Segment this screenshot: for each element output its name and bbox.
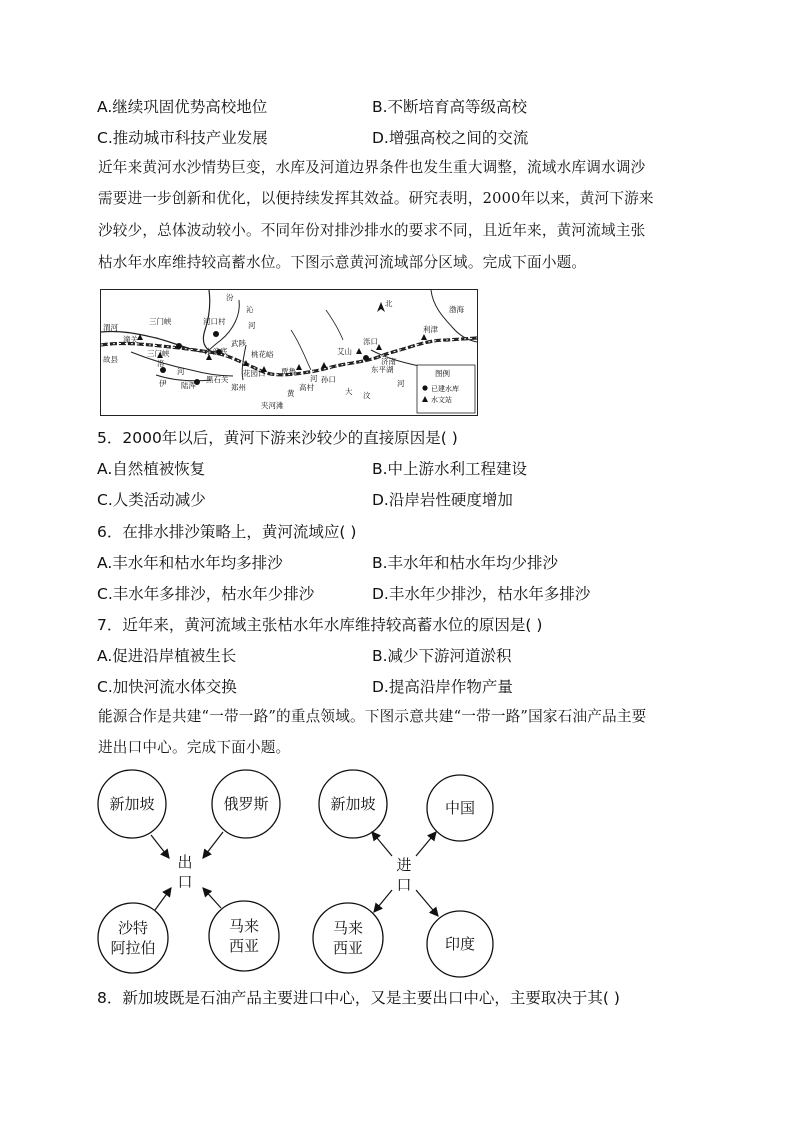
label-wen: 汶: [363, 391, 371, 400]
label-gushi: 故县: [103, 355, 118, 364]
label-luokou: 泺口: [363, 337, 378, 346]
export-arrow-1: [151, 835, 169, 858]
q6-option-b: B.丰水年和枯水年均少排沙: [372, 554, 559, 572]
passage1-line-1: 近年来黄河水沙情势巨变，水库及河道边界条件也发生重大调整，流域水库调水调沙: [98, 159, 646, 176]
label-gaocun: 高村: [299, 383, 314, 392]
passage1-line-4: 枯水年水库维持较高蓄水位。下图示意黄河流域部分区域。完成下面小题。: [98, 254, 587, 271]
station-sunkou: [321, 362, 327, 368]
label-yi: 伊: [159, 379, 167, 388]
export-label-saudi-2: 阿拉伯: [110, 939, 156, 957]
q6-option-d: D.丰水年少排沙，枯水年多排沙: [372, 585, 591, 603]
q5-option-a: A.自然植被恢复: [97, 460, 206, 478]
import-label-china: 中国: [444, 799, 476, 817]
label-da: 大: [345, 387, 353, 396]
label-dongpinghu: 东平湖: [371, 365, 394, 374]
prev-option-a: A.继续巩固优势高校地位: [97, 98, 268, 116]
station-gaocun: [296, 364, 302, 370]
prev-option-b: B.不断培育高等级高校: [372, 98, 528, 116]
legend-reservoir-icon: [422, 385, 427, 390]
q7-option-d: D.提高沿岸作物产量: [372, 678, 513, 696]
label-jiahetan: 夹河滩: [261, 401, 284, 410]
q6-stem: 6．在排水排沙策略上，黄河流域应( ): [97, 523, 357, 541]
coastline: [431, 290, 477, 342]
station-lijin: [421, 334, 427, 340]
legend-station-label: 水文站: [431, 396, 452, 404]
label-north: 北: [385, 299, 393, 308]
label-taohuayu: 桃花峪: [251, 350, 274, 359]
passage1-line-3: 沙较少，总体波动较小。不同年份对排沙排水的要求不同，且近年来，黄河流域主张: [98, 222, 646, 239]
import-arrow-4: [416, 890, 438, 916]
prev-option-c: C.推动城市科技产业发展: [97, 129, 268, 147]
north-arrow: [377, 302, 385, 312]
label-luo: 洛: [157, 359, 165, 368]
label-fen: 汾: [226, 293, 234, 302]
reservoir-sanmenxia: [176, 343, 182, 349]
reservoir-hekoucun: [213, 331, 219, 337]
import-diagram: [312, 768, 512, 983]
station-aishan: [356, 348, 362, 354]
label-huayuankou: 花园口: [243, 369, 266, 378]
legend-title: 图例: [435, 369, 450, 378]
import-label-singapore: 新加坡: [330, 795, 376, 813]
import-center-1: 进: [396, 856, 412, 874]
q7-option-c: C.加快河流水体交换: [97, 678, 237, 696]
label-aishan: 艾山: [337, 347, 352, 356]
import-label-india: 印度: [444, 935, 476, 953]
export-diagram: [95, 768, 295, 983]
export-center-1: 出: [177, 853, 193, 871]
passage2-line-1: 能源合作是共建“一带一路”的重点领域。下图示意共建“一带一路”国家石油产品主要: [98, 708, 647, 725]
legend-reservoir-label: 已建水库: [431, 385, 459, 393]
label-hekoucun: 河口村: [203, 317, 226, 326]
label-sanmenxia-up: 三门峡: [149, 317, 172, 326]
north-tributary: [326, 310, 343, 340]
label-he1: 河: [248, 321, 256, 330]
label-tongguan: 潼关: [123, 335, 138, 344]
passage1-line-2: 需要进一步创新和优化，以便持续发挥其效益。研究表明，2000年以来，黄河下游来: [98, 190, 654, 207]
import-arrow-1: [372, 832, 392, 856]
label-wuzhi: 武陟: [231, 339, 246, 348]
export-center-2: 口: [177, 873, 193, 891]
label-he3: 河: [310, 374, 318, 383]
label-weihe: 渭河: [103, 323, 118, 332]
import-node-malaysia: [313, 903, 383, 973]
import-arrow-2: [416, 832, 436, 856]
export-node-saudi: [98, 903, 168, 973]
label-heishiguan: 黑石关: [206, 375, 229, 384]
import-center-2: 口: [396, 876, 412, 894]
import-label-malaysia-1: 马来: [332, 919, 364, 937]
prev-option-d: D.增强高校之间的交流: [372, 129, 529, 147]
export-label-malaysia-2: 西亚: [228, 937, 260, 955]
import-arrow-3: [374, 890, 392, 912]
label-sanmenxia: 三门峡: [147, 349, 170, 358]
label-sunkou: 孙口: [321, 375, 336, 384]
q6-option-c: C.丰水年多排沙，枯水年少排沙: [97, 585, 315, 603]
export-arrow-2: [203, 832, 223, 858]
label-zhengzhou: 郑州: [231, 383, 246, 392]
q5-option-d: D.沿岸岩性硬度增加: [372, 491, 513, 509]
export-label-russia: 俄罗斯: [223, 795, 269, 813]
export-label-saudi-1: 沙特: [117, 919, 149, 937]
label-bohai: 渤海: [449, 305, 464, 314]
export-arrow-4: [203, 888, 221, 908]
q7-stem: 7．近年来，黄河流域主张枯水年水库维持较高蓄水位的原因是( ): [97, 616, 543, 634]
export-label-malaysia-1: 马来: [228, 917, 260, 935]
q5-option-c: C.人类活动减少: [97, 491, 206, 509]
label-he4: 河: [397, 379, 405, 388]
label-lijin: 利津: [423, 325, 438, 334]
q5-option-b: B.中上游水利工程建设: [372, 460, 528, 478]
label-xiaolangdi: 小浪底: [205, 347, 228, 356]
passage2-line-2: 进出口中心。完成下面小题。: [98, 739, 291, 756]
yellow-river-map: [100, 289, 478, 416]
export-node-malaysia: [209, 901, 279, 971]
q5-stem: 5．2000年以后，黄河下游来沙较少的直接原因是( ): [97, 429, 458, 447]
q8-stem: 8．新加坡既是石油产品主要进口中心，又是主要出口中心，主要取决于其( ): [97, 989, 620, 1007]
small-tributary: [291, 330, 311, 370]
label-jialu: 贾鲁: [281, 367, 296, 376]
reservoir-dongpinghu: [363, 355, 369, 361]
label-jinan: 济南: [381, 357, 396, 366]
label-qin: 沁: [246, 305, 254, 314]
label-luhun: 陆浑: [181, 381, 196, 390]
import-label-malaysia-2: 西亚: [332, 939, 364, 957]
export-arrow-3: [155, 888, 171, 910]
q7-option-a: A.促进沿岸植被生长: [97, 647, 237, 665]
q7-option-b: B.减少下游河道淤积: [372, 647, 512, 665]
export-label-singapore: 新加坡: [109, 795, 155, 813]
q6-option-a: A.丰水年和枯水年均多排沙: [97, 554, 283, 572]
label-huang: 黄: [287, 389, 295, 398]
label-he2: 河: [177, 367, 185, 376]
